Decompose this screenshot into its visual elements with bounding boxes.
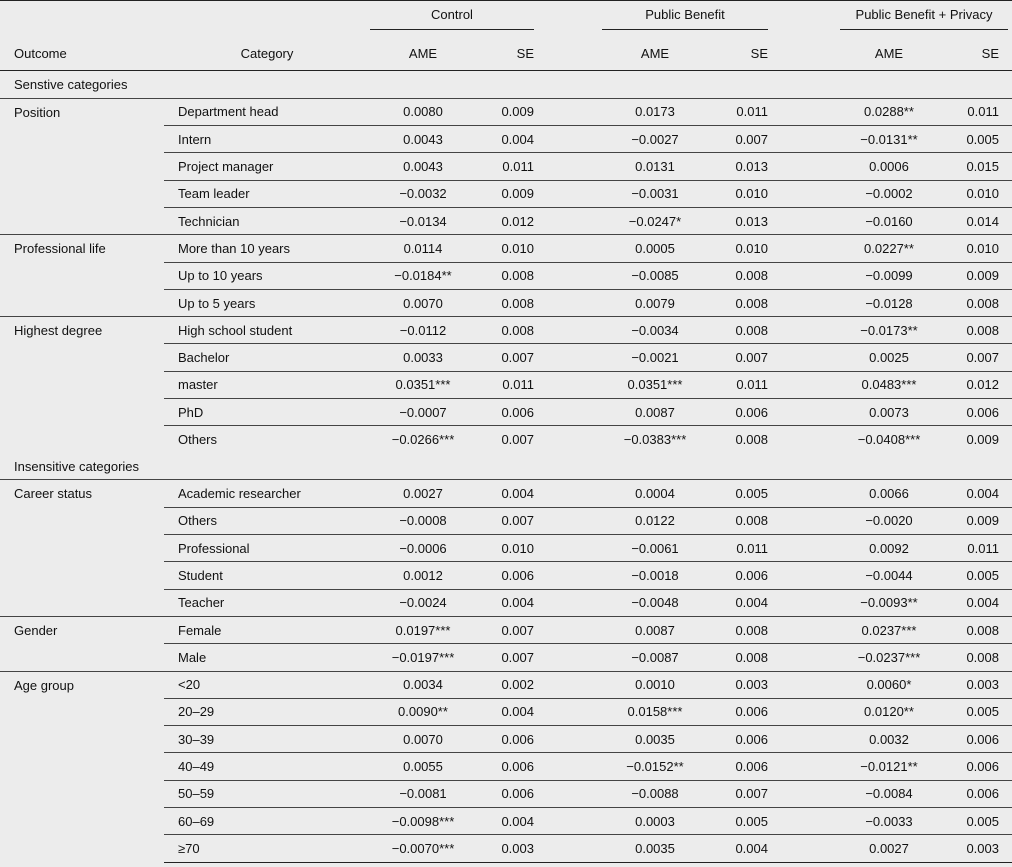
public-benefit-se-cell: 0.004 [708,835,768,862]
public-benefit-privacy-se-cell: 0.006 [942,726,1012,753]
public-benefit-privacy-ame-cell: 0.0237*** [836,616,942,643]
outcome-label: Highest degree [0,317,164,453]
public-benefit-ame-cell: 0.0003 [602,808,708,835]
control-ame-cell: 0.0055 [370,753,476,780]
control-ame-cell: 0.0114 [370,235,476,262]
public-benefit-se-cell: 0.008 [708,317,768,344]
header-se-public-benefit: SE [708,37,768,71]
control-ame-cell: 0.0090** [370,698,476,725]
category-cell: 60–69 [164,808,370,835]
public-benefit-ame-cell: 0.0010 [602,671,708,698]
public-benefit-privacy-ame-cell: −0.0020 [836,507,942,534]
category-cell: Team leader [164,180,370,207]
category-cell: Others [164,507,370,534]
category-cell: Female [164,616,370,643]
public-benefit-privacy-se-cell: 0.005 [942,698,1012,725]
table-row [0,317,1012,344]
control-se-cell: 0.007 [476,426,534,453]
public-benefit-ame-cell: −0.0031 [602,180,708,207]
table-row [0,98,1012,125]
category-cell: Teacher [164,589,370,616]
control-se-cell: 0.004 [476,808,534,835]
public-benefit-privacy-se-cell: 0.003 [942,835,1012,862]
control-se-cell: 0.004 [476,698,534,725]
public-benefit-se-cell: 0.011 [708,98,768,125]
public-benefit-ame-cell: 0.0004 [602,480,708,507]
public-benefit-privacy-ame-cell: 0.0025 [836,344,942,371]
control-ame-cell: −0.0197*** [370,644,476,671]
public-benefit-privacy-se-cell: 0.010 [942,180,1012,207]
public-benefit-ame-cell: −0.0383*** [602,426,708,453]
public-benefit-ame-cell: −0.0061 [602,535,708,562]
public-benefit-ame-cell: −0.0018 [602,562,708,589]
outcome-label: Professional life [0,235,164,317]
public-benefit-privacy-ame-cell: −0.0099 [836,262,942,289]
public-benefit-privacy-se-cell: 0.003 [942,671,1012,698]
control-ame-cell: 0.0012 [370,562,476,589]
public-benefit-privacy-se-cell: 0.006 [942,780,1012,807]
public-benefit-privacy-ame-cell: 0.0006 [836,153,942,180]
category-cell: Student [164,562,370,589]
public-benefit-ame-cell: −0.0085 [602,262,708,289]
control-se-cell: 0.006 [476,753,534,780]
public-benefit-ame-cell: −0.0027 [602,126,708,153]
public-benefit-privacy-ame-cell: −0.0002 [836,180,942,207]
public-benefit-se-cell: 0.011 [708,535,768,562]
public-benefit-privacy-se-cell: 0.011 [942,535,1012,562]
public-benefit-privacy-ame-cell: 0.0120** [836,698,942,725]
public-benefit-se-cell: 0.007 [708,780,768,807]
outcome-label: Gender [0,616,164,671]
category-cell: ≥70 [164,835,370,862]
public-benefit-privacy-ame-cell: 0.0060* [836,671,942,698]
control-ame-cell: −0.0112 [370,317,476,344]
control-ame-cell: −0.0032 [370,180,476,207]
public-benefit-se-cell: 0.008 [708,426,768,453]
public-benefit-privacy-se-cell: 0.004 [942,480,1012,507]
category-cell: More than 10 years [164,235,370,262]
control-ame-cell: 0.0027 [370,480,476,507]
control-se-cell: 0.009 [476,180,534,207]
public-benefit-privacy-ame-cell: −0.0160 [836,207,942,234]
public-benefit-privacy-ame-cell: 0.0066 [836,480,942,507]
control-ame-cell: −0.0008 [370,507,476,534]
control-ame-cell: −0.0098*** [370,808,476,835]
control-se-cell: 0.012 [476,207,534,234]
public-benefit-privacy-ame-cell: 0.0032 [836,726,942,753]
category-cell: Others [164,426,370,453]
control-ame-cell: −0.0070*** [370,835,476,862]
outcome-label: Position [0,98,164,234]
public-benefit-privacy-ame-cell: 0.0227** [836,235,942,262]
public-benefit-se-cell: 0.008 [708,644,768,671]
category-cell: master [164,371,370,398]
group-header-public-benefit-privacy: Public Benefit + Privacy [836,1,1012,38]
category-cell: 20–29 [164,698,370,725]
public-benefit-privacy-se-cell: 0.009 [942,426,1012,453]
control-ame-cell: −0.0007 [370,399,476,426]
control-se-cell: 0.011 [476,153,534,180]
public-benefit-privacy-se-cell: 0.005 [942,126,1012,153]
control-se-cell: 0.007 [476,616,534,643]
public-benefit-privacy-ame-cell: 0.0027 [836,835,942,862]
public-benefit-privacy-ame-cell: −0.0173** [836,317,942,344]
public-benefit-se-cell: 0.006 [708,399,768,426]
control-ame-cell: 0.0080 [370,98,476,125]
category-cell: Male [164,644,370,671]
outcome-label: Career status [0,480,164,616]
public-benefit-privacy-se-cell: 0.007 [942,344,1012,371]
category-cell: Project manager [164,153,370,180]
public-benefit-ame-cell: −0.0088 [602,780,708,807]
control-se-cell: 0.004 [476,126,534,153]
section-label: Insensitive categories [14,458,140,474]
public-benefit-ame-cell: −0.0048 [602,589,708,616]
public-benefit-ame-cell: 0.0122 [602,507,708,534]
public-benefit-privacy-se-cell: 0.004 [942,589,1012,616]
public-benefit-ame-cell: 0.0087 [602,399,708,426]
public-benefit-privacy-ame-cell: −0.0128 [836,289,942,316]
public-benefit-privacy-ame-cell: −0.0044 [836,562,942,589]
public-benefit-privacy-ame-cell: −0.0121** [836,753,942,780]
control-se-cell: 0.007 [476,644,534,671]
header-category: Category [164,37,370,71]
category-cell: Bachelor [164,344,370,371]
public-benefit-ame-cell: 0.0035 [602,726,708,753]
group-header-control: Control [370,1,534,38]
public-benefit-ame-cell: −0.0247* [602,207,708,234]
category-cell: Technician [164,207,370,234]
public-benefit-privacy-se-cell: 0.008 [942,644,1012,671]
category-cell: PhD [164,399,370,426]
public-benefit-ame-cell: −0.0021 [602,344,708,371]
public-benefit-ame-cell: 0.0035 [602,835,708,862]
public-benefit-privacy-ame-cell: 0.0483*** [836,371,942,398]
table-header [0,1,1012,71]
category-cell: Up to 5 years [164,289,370,316]
public-benefit-se-cell: 0.007 [708,126,768,153]
public-benefit-se-cell: 0.006 [708,753,768,780]
header-ame-public-benefit-privacy: AME [836,37,942,71]
group-header-public-benefit: Public Benefit [602,1,768,38]
table-row [0,235,1012,262]
public-benefit-se-cell: 0.006 [708,726,768,753]
public-benefit-privacy-se-cell: 0.009 [942,507,1012,534]
public-benefit-se-cell: 0.005 [708,808,768,835]
control-se-cell: 0.010 [476,235,534,262]
control-ame-cell: 0.0351*** [370,371,476,398]
category-cell: Up to 10 years [164,262,370,289]
table-body [0,71,1012,863]
category-cell: Professional [164,535,370,562]
control-ame-cell: −0.0081 [370,780,476,807]
control-se-cell: 0.006 [476,399,534,426]
control-se-cell: 0.006 [476,726,534,753]
public-benefit-se-cell: 0.007 [708,344,768,371]
public-benefit-se-cell: 0.013 [708,153,768,180]
public-benefit-se-cell: 0.010 [708,235,768,262]
section-row [0,453,1012,480]
public-benefit-privacy-ame-cell: −0.0093** [836,589,942,616]
control-se-cell: 0.006 [476,562,534,589]
category-cell: 30–39 [164,726,370,753]
public-benefit-privacy-ame-cell: −0.0131** [836,126,942,153]
header-ame-public-benefit: AME [602,37,708,71]
public-benefit-ame-cell: −0.0034 [602,317,708,344]
public-benefit-se-cell: 0.008 [708,507,768,534]
public-benefit-privacy-se-cell: 0.014 [942,207,1012,234]
public-benefit-se-cell: 0.008 [708,289,768,316]
category-cell: <20 [164,671,370,698]
control-se-cell: 0.004 [476,589,534,616]
public-benefit-se-cell: 0.010 [708,180,768,207]
control-se-cell: 0.011 [476,371,534,398]
category-cell: Academic researcher [164,480,370,507]
public-benefit-privacy-ame-cell: −0.0084 [836,780,942,807]
category-cell: Department head [164,98,370,125]
control-ame-cell: −0.0006 [370,535,476,562]
public-benefit-ame-cell: −0.0152** [602,753,708,780]
control-se-cell: 0.006 [476,780,534,807]
control-ame-cell: −0.0184** [370,262,476,289]
public-benefit-ame-cell: 0.0351*** [602,371,708,398]
control-se-cell: 0.007 [476,507,534,534]
control-ame-cell: −0.0024 [370,589,476,616]
control-ame-cell: 0.0034 [370,671,476,698]
public-benefit-privacy-se-cell: 0.008 [942,317,1012,344]
public-benefit-privacy-se-cell: 0.011 [942,98,1012,125]
table-row [0,616,1012,643]
public-benefit-se-cell: 0.006 [708,698,768,725]
category-cell: 40–49 [164,753,370,780]
public-benefit-ame-cell: −0.0087 [602,644,708,671]
public-benefit-privacy-se-cell: 0.012 [942,371,1012,398]
category-cell: 50–59 [164,780,370,807]
control-se-cell: 0.002 [476,671,534,698]
public-benefit-ame-cell: 0.0173 [602,98,708,125]
public-benefit-privacy-se-cell: 0.015 [942,153,1012,180]
public-benefit-privacy-ame-cell: −0.0408*** [836,426,942,453]
control-ame-cell: −0.0266*** [370,426,476,453]
control-ame-cell: 0.0070 [370,289,476,316]
header-se-public-benefit-privacy: SE [942,37,1012,71]
control-se-cell: 0.010 [476,535,534,562]
public-benefit-privacy-se-cell: 0.005 [942,562,1012,589]
public-benefit-privacy-ame-cell: 0.0288** [836,98,942,125]
header-outcome: Outcome [0,37,164,71]
public-benefit-privacy-se-cell: 0.006 [942,399,1012,426]
category-cell: High school student [164,317,370,344]
control-se-cell: 0.009 [476,98,534,125]
public-benefit-privacy-se-cell: 0.006 [942,753,1012,780]
public-benefit-ame-cell: 0.0087 [602,616,708,643]
public-benefit-se-cell: 0.011 [708,371,768,398]
control-se-cell: 0.008 [476,289,534,316]
public-benefit-privacy-ame-cell: −0.0237*** [836,644,942,671]
public-benefit-se-cell: 0.004 [708,589,768,616]
control-ame-cell: 0.0033 [370,344,476,371]
control-se-cell: 0.008 [476,317,534,344]
outcome-label: Age group [0,671,164,862]
control-se-cell: 0.007 [476,344,534,371]
public-benefit-se-cell: 0.005 [708,480,768,507]
public-benefit-ame-cell: 0.0158*** [602,698,708,725]
public-benefit-se-cell: 0.013 [708,207,768,234]
section-row [0,71,1012,99]
category-cell: Intern [164,126,370,153]
control-ame-cell: −0.0134 [370,207,476,234]
public-benefit-ame-cell: 0.0005 [602,235,708,262]
public-benefit-ame-cell: 0.0131 [602,153,708,180]
public-benefit-privacy-se-cell: 0.010 [942,235,1012,262]
public-benefit-privacy-ame-cell: 0.0092 [836,535,942,562]
control-ame-cell: 0.0043 [370,153,476,180]
public-benefit-se-cell: 0.008 [708,262,768,289]
section-label: Senstive categories [14,76,128,92]
public-benefit-privacy-ame-cell: 0.0073 [836,399,942,426]
control-ame-cell: 0.0070 [370,726,476,753]
control-se-cell: 0.004 [476,480,534,507]
public-benefit-se-cell: 0.006 [708,562,768,589]
control-se-cell: 0.003 [476,835,534,862]
public-benefit-privacy-ame-cell: −0.0033 [836,808,942,835]
control-ame-cell: 0.0197*** [370,616,476,643]
control-ame-cell: 0.0043 [370,126,476,153]
control-se-cell: 0.008 [476,262,534,289]
public-benefit-privacy-se-cell: 0.005 [942,808,1012,835]
public-benefit-privacy-se-cell: 0.008 [942,289,1012,316]
header-ame-control: AME [370,37,476,71]
public-benefit-privacy-se-cell: 0.008 [942,616,1012,643]
public-benefit-se-cell: 0.008 [708,616,768,643]
public-benefit-privacy-se-cell: 0.009 [942,262,1012,289]
table-row [0,671,1012,698]
public-benefit-se-cell: 0.003 [708,671,768,698]
table-row [0,480,1012,507]
public-benefit-ame-cell: 0.0079 [602,289,708,316]
header-se-control: SE [476,37,534,71]
